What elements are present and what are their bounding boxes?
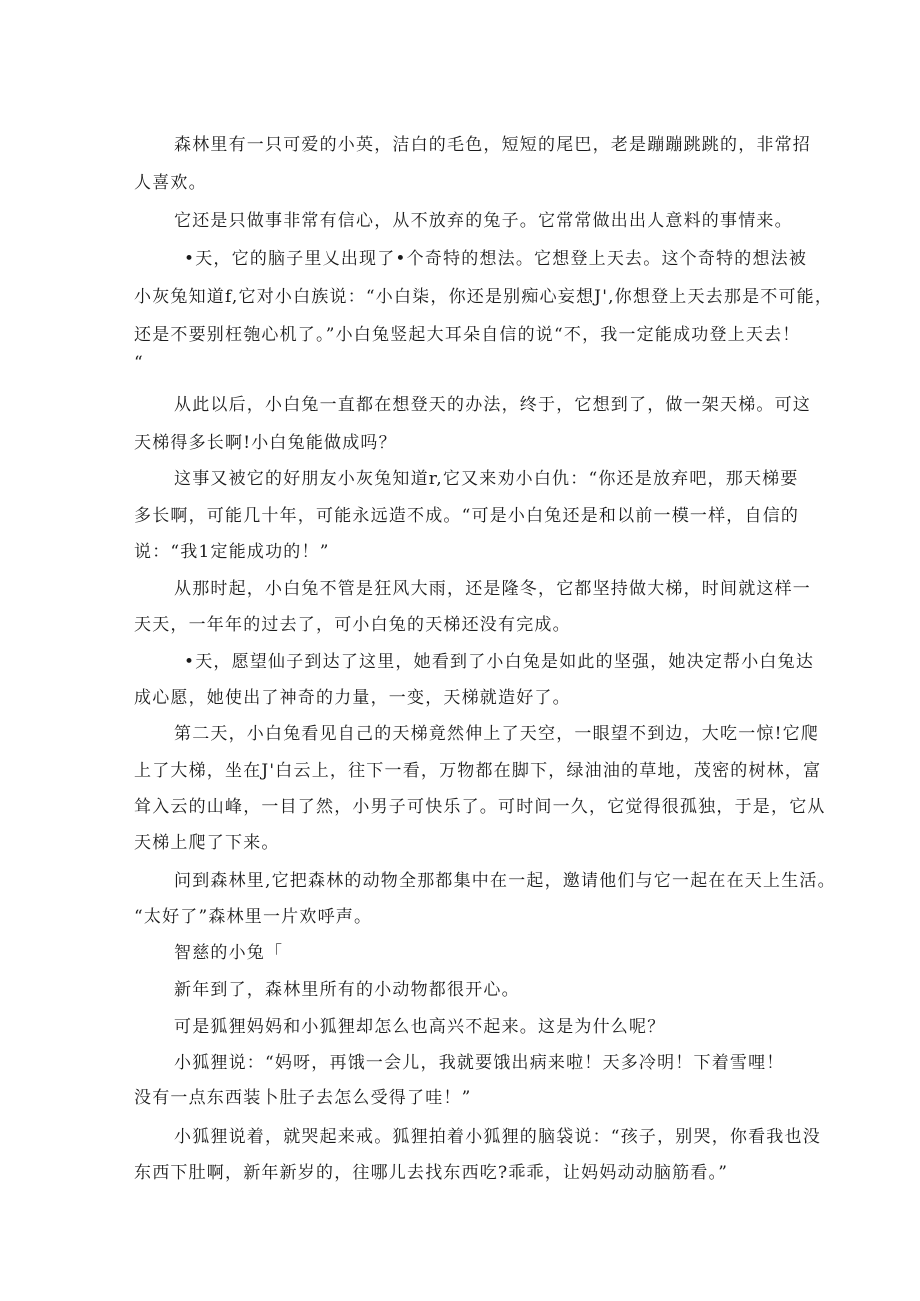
- paragraph-line: 小狐狸说着，就哭起来戒。狐狸拍着小狐狸的脑袋说：“孩子，别哭，你看我也没: [174, 1127, 821, 1147]
- paragraph-line: 没有一点东西装卜肚子去怎么受得了哇！”: [134, 1088, 472, 1108]
- paragraph-line: •天，愿望仙子到达了这里，她看到了小白兔是如此的坚强，她决定帮小白兔达: [184, 652, 815, 672]
- paragraph-line: 森林里有一只可爱的小英，洁白的毛色，短短的尾巴，老是蹦蹦跳跳的，非常招: [174, 135, 811, 155]
- paragraph-line: 天梯上爬了下来。: [134, 833, 280, 853]
- paragraph-line: 从此以后，小白兔一直都在想登天的办法，终于，它想到了，做一架天梯。可这: [174, 395, 811, 415]
- section-heading: 智慈的小兔「: [174, 943, 284, 963]
- paragraph-line: 说：“我1定能成功的！”: [134, 542, 330, 562]
- paragraph-line: 成心愿，她使出了神奇的力量，一变，天梯就造好了。: [134, 688, 571, 708]
- paragraph-line: 小灰兔知道f,它对小白族说：“小白柒，你还是别痴心妄想J',你想登上天去那是不可能，: [134, 287, 834, 307]
- paragraph-line: 第二天，小白兔看见自己的天梯竟然伸上了天空，一眼望不到边，大吃一惊!它爬: [174, 724, 820, 744]
- paragraph-line: 小狐狸说：“妈呀，再饿一会儿，我就要饿出病来啦！天多冷明！下着雪哩！: [174, 1053, 785, 1073]
- paragraph-line: 东西下肚啊，新年新岁的，往哪儿去找东西吃?乖乖，让妈妈动动脑筋看。”: [134, 1163, 729, 1183]
- paragraph-line: 人喜欢。: [134, 173, 207, 193]
- paragraph-line: 上了大梯，坐在J'白云上，往下一看，万物都在脚下，绿油油的草地，茂密的树林，富: [134, 761, 822, 781]
- paragraph-line: 这事又被它的好朋友小灰兔知道r,它又来劝小白仇：“你还是放弃吧，那天梯要: [174, 469, 799, 489]
- paragraph-line: •天，它的脑子里乂出现了•个奇特的想法。它想登上天去。这个奇特的想法被: [184, 249, 808, 269]
- paragraph-line: 新年到了，森林里所有的小动物都很开心。: [174, 980, 520, 1000]
- paragraph-line: 可是狐狸妈妈和小狐狸却怎么也高兴不起来。这是为什么呢？: [174, 1017, 666, 1037]
- paragraph-line: 多长啊，可能几十年，可能永远造不成。“可是小白兔还是和以前一模一样，自信的: [134, 506, 800, 526]
- paragraph-line: “太好了”森林里一片欢呼声。: [134, 907, 373, 927]
- paragraph-line: 它还是只做事非常有信心，从不放弃的兔子。它常常做出出人意料的事情来。: [174, 211, 793, 231]
- paragraph-line: 耸入云的山峰，一目了然，小男子可快乐了。可时间一久，它觉得很孤独，于是，它从: [134, 797, 826, 817]
- paragraph-line: 还是不要别枉匏心机了。”小白兔竖起大耳朵自信的说“不，我一定能成功登上天去！: [134, 325, 801, 345]
- paragraph-line: 问到森林里,它把森林的动物全那都集中在一起，邀请他们与它一起在在天上生活。: [174, 871, 836, 891]
- paragraph-line: 天梯得多长啊!小白兔能做成吗？: [134, 433, 397, 453]
- paragraph-line: 天天，一年年的过去了，可小白兔的天梯还没有完成。: [134, 615, 571, 635]
- paragraph-line: 从那时起，小白兔不管是狂风大雨，还是隆冬，它都坚持做大梯，时间就这样一: [174, 579, 811, 599]
- paragraph-line: “: [134, 353, 144, 373]
